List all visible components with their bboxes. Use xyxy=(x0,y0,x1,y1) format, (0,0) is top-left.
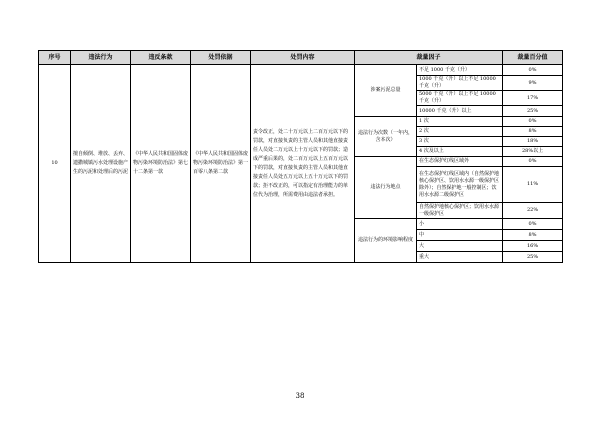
cell-basis: 《中华人民共和国固体废物污染环境防治法》第一百零八条第二款 xyxy=(191,65,251,263)
factor-item-pct: 0% xyxy=(503,219,563,230)
factor-item-pct: 0% xyxy=(503,65,563,76)
factor-item-label: 1 次 xyxy=(417,117,503,127)
factor-item-pct: 0% xyxy=(503,157,563,167)
factor-item-pct: 9% xyxy=(503,76,563,91)
table-row xyxy=(39,65,563,76)
factor-item-pct: 0% xyxy=(503,117,563,127)
factor-group-name: 违法行为次数（一年内，含本次） xyxy=(355,117,417,157)
factor-group-name: 违法行为的环境影响程度 xyxy=(355,219,417,263)
factor-item-pct: 8% xyxy=(503,230,563,241)
factor-item-label: 4 次及以上 xyxy=(417,147,503,157)
factor-item-pct: 8% xyxy=(503,127,563,137)
factor-item-label: 不足 1000 千克（升） xyxy=(417,65,503,76)
factor-item-label: 小 xyxy=(417,219,503,230)
factor-item-pct: 28%以上 xyxy=(503,147,563,157)
factor-item-label: 5000 千克（升）以上不足 10000 千克（升） xyxy=(417,91,503,106)
factor-item-pct: 17% xyxy=(503,91,563,106)
cell-violation: 擅自倾倒、堆放、丢弃、遗撒城镇污水处理设施产生的污泥和处理后的污泥 xyxy=(71,65,131,263)
header-basis: 处罚依据 xyxy=(191,51,251,65)
header-content: 处罚内容 xyxy=(251,51,355,65)
factor-item-label: 自然保护地核心保护区；饮用水水源一级保护区 xyxy=(417,203,503,219)
header-percent: 裁量百分值 xyxy=(503,51,563,65)
header-row xyxy=(39,51,563,65)
factor-item-label: 大 xyxy=(417,241,503,252)
factor-item-label: 10000 千克（升）以上 xyxy=(417,106,503,117)
factor-item-label: 1000 千克（升）以上不足 10000 千克（升） xyxy=(417,76,503,91)
factor-group-name: 违法行为地点 xyxy=(355,157,417,219)
header-violation: 违法行为 xyxy=(71,51,131,65)
factor-item-label: 在生态保护红线区域内（自然保护地核心保护区、饮用水水源一级保护区除外）；自然保护地一般控制区；饮用水水源二级保护区 xyxy=(417,167,503,203)
factor-item-label: 在生态保护红线区域外 xyxy=(417,157,503,167)
header-seq: 序号 xyxy=(39,51,71,65)
factor-item-pct: 22% xyxy=(503,203,563,219)
factor-item-pct: 18% xyxy=(503,137,563,147)
header-clause: 违反条款 xyxy=(131,51,191,65)
cell-seq: 10 xyxy=(39,65,71,263)
penalty-table xyxy=(38,50,563,263)
factor-item-pct: 16% xyxy=(503,241,563,252)
header-factor: 裁量因子 xyxy=(355,51,503,65)
page-number: 38 xyxy=(295,392,305,400)
factor-item-pct: 25% xyxy=(503,252,563,263)
factor-item-label: 2 次 xyxy=(417,127,503,137)
cell-clause: 《中华人民共和国固体废物污染环境防治法》第七十二条第一款 xyxy=(131,65,191,263)
factor-item-label: 重大 xyxy=(417,252,503,263)
cell-content: 责令改正，处二十万元以上二百万元以下的罚款，对直接负责的主管人员和其他直接责任人员处二万元以上十万元以下的罚款；造成严重后果的，处二百万元以上五百万元以下的罚款，对直接负责的主管人员和其他直接责任人员处五万元以上五十万元以下的罚款；拒不改正的，可以指定有治理能力的单位代为治理，所需费用由违法者承担。 xyxy=(251,65,355,263)
factor-item-label: 中 xyxy=(417,230,503,241)
factor-group-name: 涉案污泥总量 xyxy=(355,65,417,117)
factor-item-pct: 25% xyxy=(503,106,563,117)
factor-item-pct: 11% xyxy=(503,167,563,203)
factor-item-label: 3 次 xyxy=(417,137,503,147)
